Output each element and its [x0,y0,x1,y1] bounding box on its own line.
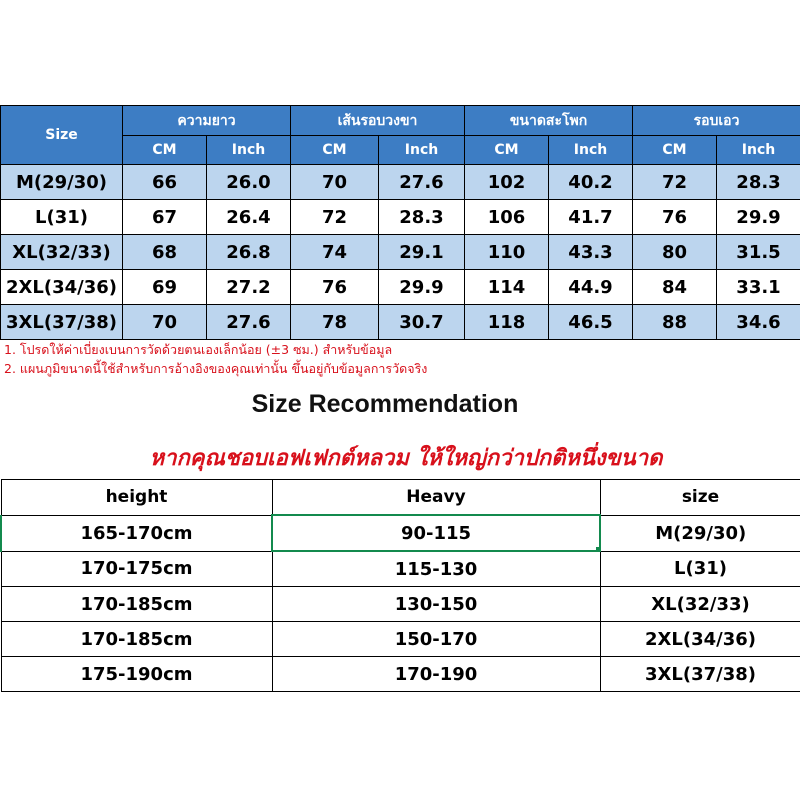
table-row [1,235,800,270]
table-cell: 28.3 [717,165,800,200]
size-label: 2XL(34/36) [1,270,123,305]
length-header: ความยาว [123,106,291,136]
unit-cm-header: CM [465,136,549,165]
table-cell: 170-185cm [1,622,272,657]
size-label: M(29/30) [1,165,123,200]
table-cell: 29.1 [379,235,465,270]
table-cell: 115-130 [272,551,600,587]
table-cell: 72 [633,165,717,200]
table-cell: M(29/30) [600,515,800,551]
size-column-header: Size [1,106,123,165]
table-row [1,622,800,657]
table-cell: 170-190 [272,657,600,692]
table-cell: 40.2 [549,165,633,200]
table-cell: 33.1 [717,270,800,305]
table-cell: 27.6 [207,305,291,340]
table-cell: 118 [465,305,549,340]
table-cell: 80 [633,235,717,270]
table-cell: 130-150 [272,587,600,622]
unit-cm-header: CM [633,136,717,165]
table-cell: 27.2 [207,270,291,305]
table-cell: 84 [633,270,717,305]
table-cell: 74 [291,235,379,270]
table-cell: 106 [465,200,549,235]
table-cell: 76 [633,200,717,235]
table-cell: 34.6 [717,305,800,340]
table-cell: 26.8 [207,235,291,270]
table-cell: 69 [123,270,207,305]
table-cell: 165-170cm [1,515,272,551]
unit-cm-header: CM [291,136,379,165]
table-cell: 88 [633,305,717,340]
size-header: size [600,480,800,516]
table-cell: XL(32/33) [600,587,800,622]
size-label: L(31) [1,200,123,235]
table-cell: 2XL(34/36) [600,622,800,657]
table-cell: 27.6 [379,165,465,200]
table-cell: 30.7 [379,305,465,340]
table-cell: 110 [465,235,549,270]
unit-inch-header: Inch [549,136,633,165]
table-cell: 170-175cm [1,551,272,587]
table-cell: 26.0 [207,165,291,200]
table-cell: 102 [465,165,549,200]
table-cell: 70 [123,305,207,340]
table-cell: 76 [291,270,379,305]
table-cell: 114 [465,270,549,305]
table-cell: 28.3 [379,200,465,235]
table-cell: 43.3 [549,235,633,270]
size-label: XL(32/33) [1,235,123,270]
selected-cell[interactable]: 90-115 [272,515,600,551]
table-cell: 70 [291,165,379,200]
table-cell: 29.9 [717,200,800,235]
size-label: 3XL(37/38) [1,305,123,340]
table-cell: 44.9 [549,270,633,305]
table-cell: 78 [291,305,379,340]
table-row [1,305,800,340]
table-cell: L(31) [600,551,800,587]
size-chart-table [0,105,800,340]
recommendation-subtitle: หากคุณชอบเอฟเฟกต์หลวม ให้ใหญ่กว่าปกติหนึ่งขนาด [149,445,663,471]
table-cell: 41.7 [549,200,633,235]
note-deviation: 1. โปรดให้ค่าเบี่ยงเบนการวัดด้วยตนเองเล็กน้อย (±3 ซม.) สำหรับข้อมูล [4,342,393,357]
unit-inch-header: Inch [717,136,800,165]
waist-header: รอบเอว [633,106,800,136]
weight-header: Heavy [272,480,600,516]
table-cell: 175-190cm [1,657,272,692]
table-cell: 150-170 [272,622,600,657]
unit-inch-header: Inch [379,136,465,165]
hip-header: ขนาดสะโพก [465,106,633,136]
table-cell: 29.9 [379,270,465,305]
table-cell: 46.5 [549,305,633,340]
table-cell: 66 [123,165,207,200]
table-cell: 3XL(37/38) [600,657,800,692]
table-cell: 67 [123,200,207,235]
height-header: height [1,480,272,516]
thigh-circumference-header: เส้นรอบวงขา [291,106,465,136]
table-cell: 26.4 [207,200,291,235]
recommendation-table [0,479,800,692]
table-row [1,515,800,551]
unit-inch-header: Inch [207,136,291,165]
selection-handle[interactable] [596,547,600,551]
table-header-row [1,480,800,516]
table-cell: 68 [123,235,207,270]
table-row [1,200,800,235]
table-cell: 170-185cm [1,587,272,622]
table-row [1,270,800,305]
table-cell: 72 [291,200,379,235]
measurement-notes [4,340,794,378]
unit-cm-header: CM [123,136,207,165]
note-reference: 2. แผนภูมิขนาดนี้ใช้สำหรับการอ้างอิงของคุณเท่านั้น ขึ้นอยู่กับข้อมูลการวัดจริง [4,361,428,376]
table-row [1,587,800,622]
table-cell: 31.5 [717,235,800,270]
table-row [1,657,800,692]
table-row [1,165,800,200]
table-row [1,551,800,587]
recommendation-title: Size Recommendation [251,390,519,418]
